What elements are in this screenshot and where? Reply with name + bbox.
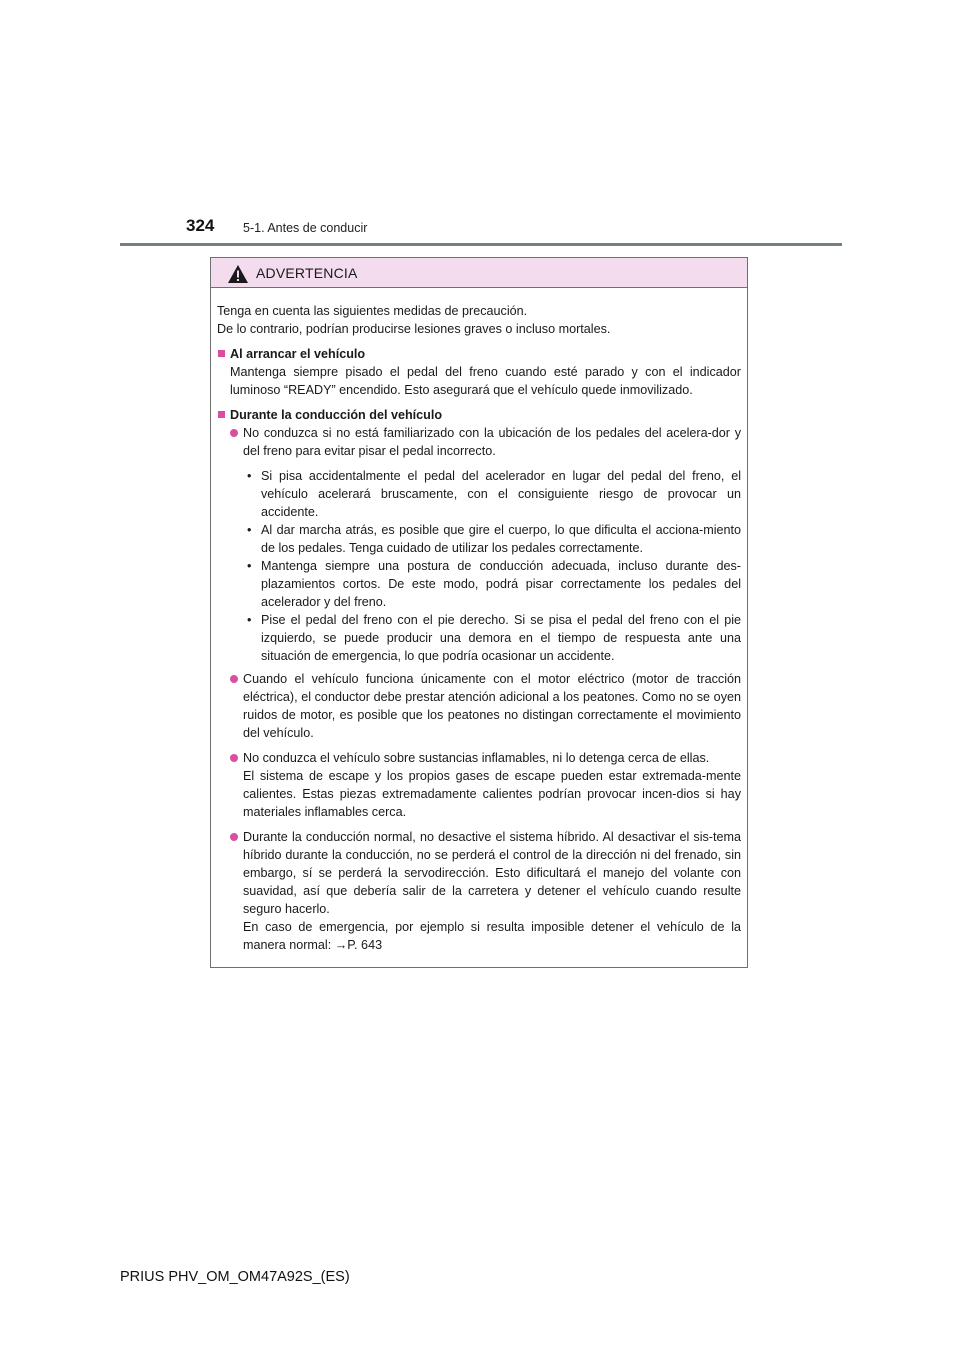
list-item-extra: En caso de emergencia, por ejemplo si resulta imposible detener el vehículo de la manera normal: →P. 643 bbox=[243, 920, 741, 952]
square-bullet-icon bbox=[218, 411, 225, 418]
warning-body bbox=[211, 288, 747, 954]
sub-list-item-text: Si pisa accidentalmente el pedal del acelerador en lugar del pedal del freno, el vehículo acelerará bruscamente, con el consiguiente riesgo de provocar un accidente. bbox=[261, 469, 741, 519]
document-id: PRIUS PHV_OM_OM47A92S_(ES) bbox=[120, 1269, 350, 1285]
list-item-text: No conduzca el vehículo sobre sustancias inflamables, ni lo detenga cerca de ellas. bbox=[243, 751, 710, 765]
page-number: 324 bbox=[186, 216, 215, 235]
list-item bbox=[230, 828, 741, 954]
list-item-extra: El sistema de escape y los propios gases de escape pueden estar extremada-mente calientes. Estas piezas extremadamente calientes podrían provocar incen-dios si hay materiales inflamables cerca. bbox=[243, 769, 741, 819]
sub-list-item bbox=[247, 521, 741, 557]
warning-title: ADVERTENCIA bbox=[256, 264, 358, 281]
middot-bullet-icon: • bbox=[247, 469, 252, 483]
section-heading bbox=[217, 406, 741, 424]
section-title: 5-1. Antes de conducir bbox=[243, 221, 368, 235]
list-item bbox=[230, 424, 741, 460]
middot-bullet-icon: • bbox=[247, 559, 252, 573]
sub-list-item-text: Al dar marcha atrás, es posible que gire el cuerpo, lo que dificulta el acciona-miento de los pedales. Tenga cuidado de utilizar los pedales correctamente. bbox=[261, 523, 741, 555]
intro-line-1: Tenga en cuenta las siguientes medidas de precaución. bbox=[217, 304, 528, 318]
sub-list-item bbox=[247, 467, 741, 521]
list-item-text: Durante la conducción normal, no desactive el sistema híbrido. Al desactivar el sis-tema híbrido durante la conducción, no se perderá el control de la dirección ni del frenado, sin embargo, sí se perderá la servodirección. Esto dificultará el manejo del volante con suavidad, así que debería salir de la carretera y detener el vehículo cuando resulte seguro hacerlo. bbox=[243, 830, 741, 916]
warning-intro bbox=[217, 302, 741, 338]
warning-box bbox=[210, 257, 748, 968]
circle-bullet-icon bbox=[230, 754, 238, 762]
middot-bullet-icon: • bbox=[247, 613, 252, 627]
list-item-body bbox=[243, 749, 741, 821]
warning-header bbox=[211, 258, 747, 288]
section-heading bbox=[217, 345, 741, 363]
section-starting bbox=[217, 345, 741, 399]
warning-triangle-icon bbox=[227, 264, 249, 284]
section-text: Mantenga siempre pisado el pedal del freno cuando esté parado y con el indicador luminoso “READY” encendido. Esto asegurará que el vehículo quede inmovilizado. bbox=[230, 365, 741, 397]
sub-list-item-text: Pise el pedal del freno con el pie derecho. Si se pisa el pedal del freno con el pie izquierdo, se puede producir una demora en el tiempo de respuesta ante una situación de emergencia, lo que podría ocasionar un accidente. bbox=[261, 613, 741, 663]
section-heading-text: Al arrancar el vehículo bbox=[230, 347, 366, 361]
sub-list-item bbox=[247, 611, 741, 665]
square-bullet-icon bbox=[218, 350, 225, 357]
list-item-text: No conduzca si no está familiarizado con la ubicación de los pedales del acelera-dor y del freno para evitar pisar el pedal incorrecto. bbox=[243, 426, 741, 458]
middot-bullet-icon: • bbox=[247, 523, 252, 537]
sub-list bbox=[247, 467, 741, 665]
sub-list-item bbox=[247, 557, 741, 611]
list-item-body bbox=[243, 828, 741, 954]
intro-line-2: De lo contrario, podrían producirse lesiones graves o incluso mortales. bbox=[217, 322, 611, 336]
header-rule bbox=[120, 243, 842, 246]
list-item bbox=[230, 670, 741, 742]
section-heading-text: Durante la conducción del vehículo bbox=[230, 408, 443, 422]
sub-list-item-text: Mantenga siempre una postura de conducción adecuada, incluso durante des-plazamientos cortos. De este modo, podrá pisar correctamente los pedales del acelerador y del freno. bbox=[261, 559, 741, 609]
circle-bullet-icon bbox=[230, 429, 238, 437]
circle-bullet-icon bbox=[230, 675, 238, 683]
list-item bbox=[230, 749, 741, 821]
circle-bullet-icon bbox=[230, 833, 238, 841]
list-item-text: Cuando el vehículo funciona únicamente con el motor eléctrico (motor de tracción eléctrica), el conductor debe prestar atención adicional a los peatones. Como no se oyen ruidos de motor, es posible que los peatones no distingan correctamente el movimiento del vehículo. bbox=[243, 672, 741, 740]
section-driving bbox=[217, 406, 741, 954]
